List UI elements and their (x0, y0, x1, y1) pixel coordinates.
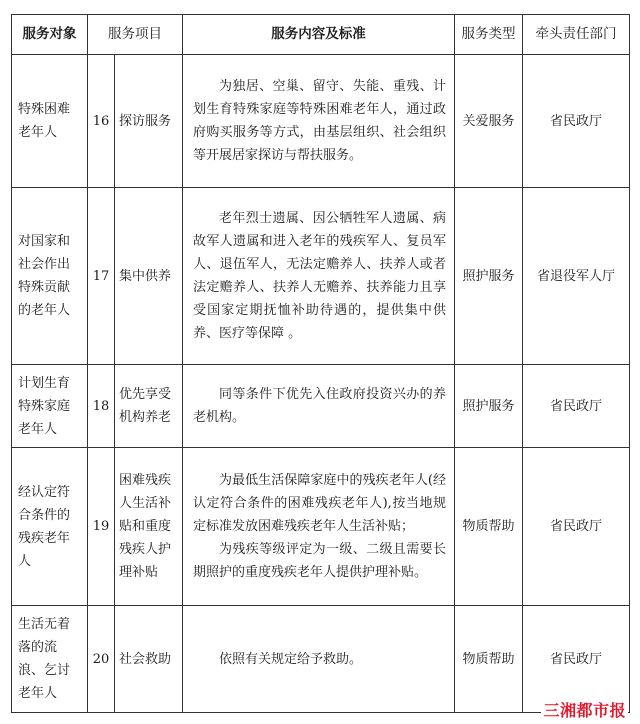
type-cell: 关爱服务 (455, 55, 523, 188)
header-type: 服务类型 (455, 15, 523, 55)
header-item: 服务项目 (88, 15, 183, 55)
item-cell: 困难残疾人生活补贴和重度残疾人护理补贴 (115, 448, 183, 606)
type-cell: 物质帮助 (455, 448, 523, 606)
content-cell (183, 188, 455, 365)
target-cell: 计划生育特殊家庭老年人 (12, 365, 88, 448)
item-cell: 优先享受机构养老 (115, 365, 183, 448)
content-paragraph: 依照有关规定给予救助。 (219, 651, 363, 667)
content-cell (183, 606, 455, 713)
item-cell: 社会救助 (115, 606, 183, 713)
table-row (12, 448, 630, 606)
content-paragraph: 为最低生活保障家庭中的残疾老年人(经认定符合条件的困难残疾老年人),按当地规定标准发放困难残疾老年人生活补贴； (193, 473, 446, 534)
type-cell: 物质帮助 (455, 606, 523, 713)
service-table (11, 14, 630, 713)
content-cell (183, 365, 455, 448)
number-cell: 16 (88, 55, 115, 188)
type-cell: 照护服务 (455, 188, 523, 365)
type-cell: 照护服务 (455, 365, 523, 448)
item-cell: 集中供养 (115, 188, 183, 365)
dept-cell: 省民政厅 (523, 55, 630, 188)
dept-cell: 省民政厅 (523, 606, 630, 713)
content-paragraph: 为残疾等级评定为一级、二级且需要长期照护的重度残疾老年人提供护理补贴。 (193, 542, 446, 580)
number-cell: 19 (88, 448, 115, 606)
table-row (12, 606, 630, 713)
target-cell: 特殊困难老年人 (12, 55, 88, 188)
target-cell: 经认定符合条件的残疾老年人 (12, 448, 88, 606)
item-cell: 探访服务 (115, 55, 183, 188)
number-cell: 18 (88, 365, 115, 448)
header-content: 服务内容及标准 (183, 15, 455, 55)
table-header-row (12, 15, 630, 55)
content-cell (183, 448, 455, 606)
watermark-logo: 三湘都市报 (541, 698, 628, 721)
header-dept: 牵头责任部门 (523, 15, 630, 55)
table-row (12, 55, 630, 188)
content-cell (183, 55, 455, 188)
content-paragraph: 为独居、空巢、留守、失能、重残、计划生育特殊家庭等特殊困难老年人，通过政府购买服务等方式，由基层组织、社会组织等开展居家探访与帮扶服务。 (193, 79, 446, 163)
number-cell: 17 (88, 188, 115, 365)
number-cell: 20 (88, 606, 115, 713)
table-row (12, 188, 630, 365)
header-target: 服务对象 (12, 15, 88, 55)
dept-cell: 省民政厅 (523, 365, 630, 448)
table-row (12, 365, 630, 448)
dept-cell: 省退役军人厅 (523, 188, 630, 365)
content-paragraph: 老年烈士遗属、因公牺牲军人遗属、病故军人遗属和进入老年的残疾军人、复员军人、退伍军人，无法定赡养人、扶养人或者法定赡养人、扶养人无赡养、扶养能力且享受国家定期抚恤补助待遇的，提供集中供养、医疗等保障 。 (193, 211, 446, 341)
dept-cell: 省民政厅 (523, 448, 630, 606)
content-paragraph: 同等条件下优先入住政府投资兴办的养老机构。 (193, 387, 446, 425)
target-cell: 对国家和社会作出特殊贡献的老年人 (12, 188, 88, 365)
target-cell: 生活无着落的流浪、乞讨老年人 (12, 606, 88, 713)
